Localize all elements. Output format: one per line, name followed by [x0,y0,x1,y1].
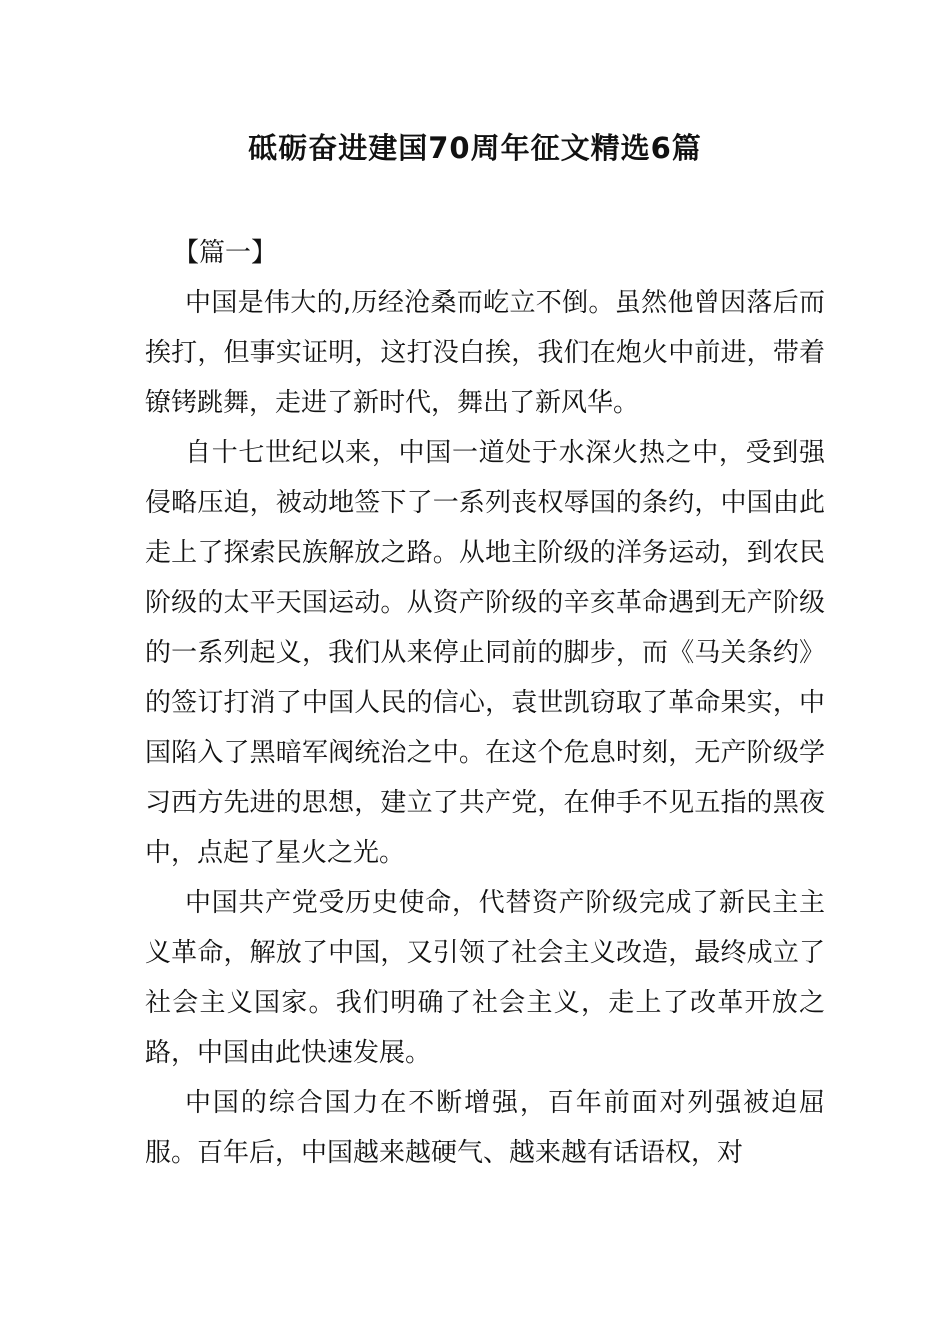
paragraph-4: 中国的综合国力在不断增强，百年前面对列强被迫屈服。百年后，中国越来越硬气、越来越有话语权，对 [145,1088,825,1168]
document-title: 砥砺奋进建国70周年征文精选6篇 [248,131,702,165]
paragraph-1: 中国是伟大的,历经沧桑而屹立不倒。虽然他曾因落后而挨打，但事实证明，这打没白挨，我们在炮火中前进，带着镣铐跳舞，走进了新时代，舞出了新风华。 [145,288,825,418]
section-label: 【篇一】 [173,238,278,268]
document-body [145,228,825,1178]
paragraph-2: 自十七世纪以来，中国一道处于水深火热之中，受到强侵略压迫，被动地签下了一系列丧权辱国的条约，中国由此走上了探索民族解放之路。从地主阶级的洋务运动，到农民阶级的太平天国运动。从资产阶级的辛亥革命遇到无产阶级的一系列起义，我们从来停止同前的脚步，而《马关条约》的签订打消了中国人民的信心，袁世凯窃取了革命果实，中国陷入了黑暗军阀统治之中。在这个危息时刻，无产阶级学习西方先进的思想，建立了共产党，在伸手不见五指的黑夜中，点起了星火之光。 [145,438,825,868]
paragraph-3: 中国共产党受历史使命，代替资产阶级完成了新民主主义革命，解放了中国，又引领了社会主义改造，最终成立了社会主义国家。我们明确了社会主义，走上了改革开放之路，中国由此快速发展。 [145,888,825,1068]
